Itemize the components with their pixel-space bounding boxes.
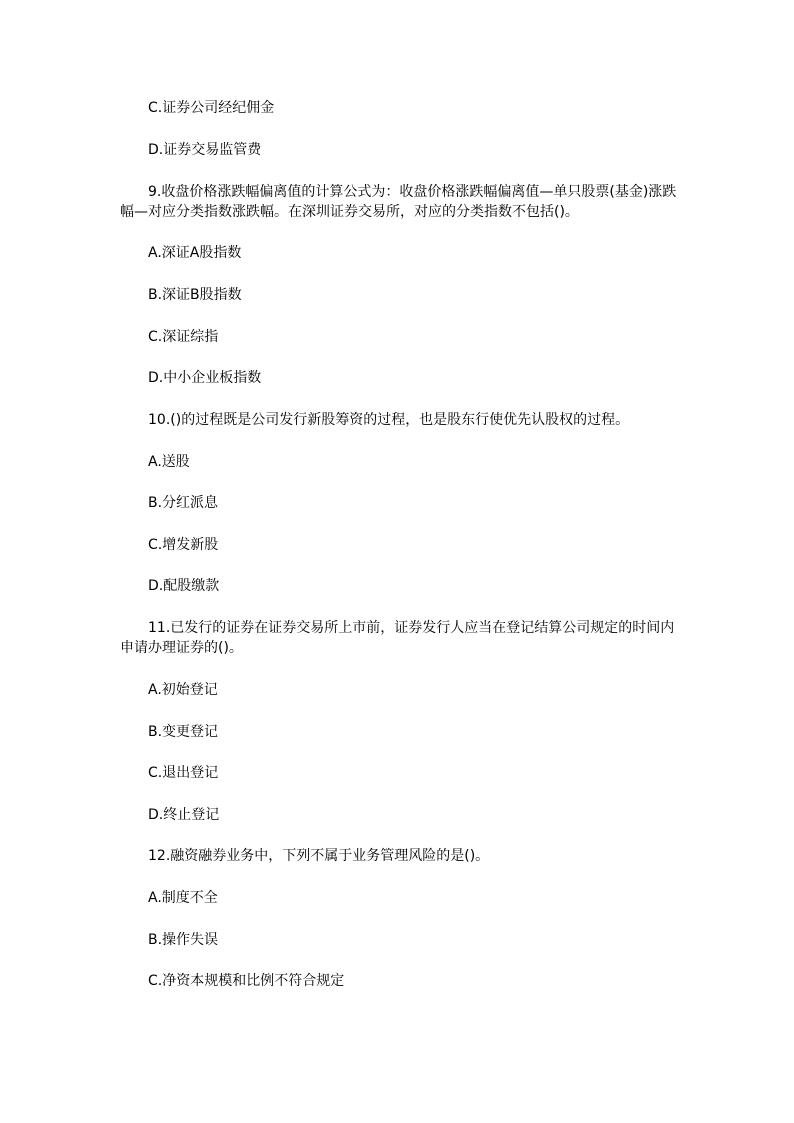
option-q12-b: B.操作失误	[148, 932, 219, 948]
option-q11-a: A.初始登记	[148, 682, 218, 698]
question-11-stem: 11.已发行的证券在证券交易所上市前，证券发行人应当在登记结算公司规定的时间内申请办理证券的()。	[120, 620, 675, 656]
question-9-stem: 9.收盘价格涨跌幅偏离值的计算公式为：收盘价格涨跌幅偏离值—单只股票(基金)涨跌幅—对应分类指数涨跌幅。在深圳证券交易所，对应的分类指数不包括()。	[120, 184, 677, 220]
option-q9-b: B.深证B股指数	[148, 287, 242, 303]
option-q12-c: C.净资本规模和比例不符合规定	[148, 973, 345, 989]
option-q10-b: B.分红派息	[148, 495, 219, 511]
option-q9-a: A.深证A股指数	[148, 245, 242, 261]
option-q10-a: A.送股	[148, 454, 190, 470]
option-q9-c: C.深证综指	[148, 329, 219, 345]
option-q11-c: C.退出登记	[148, 765, 219, 781]
question-10-stem: 10.()的过程既是公司发行新股筹资的过程，也是股东行使优先认股权的过程。	[148, 412, 630, 428]
option-q8-c: C.证券公司经纪佣金	[148, 100, 275, 116]
option-q8-d: D.证券交易监管费	[148, 142, 262, 158]
option-q11-b: B.变更登记	[148, 724, 219, 740]
option-q10-d: D.配股缴款	[148, 578, 220, 594]
option-q11-d: D.终止登记	[148, 807, 220, 823]
option-q10-c: C.增发新股	[148, 537, 219, 553]
option-q9-d: D.中小企业板指数	[148, 370, 262, 386]
option-q12-a: A.制度不全	[148, 890, 218, 906]
question-12-stem: 12.融资融券业务中，下列不属于业务管理风险的是()。	[148, 848, 490, 864]
